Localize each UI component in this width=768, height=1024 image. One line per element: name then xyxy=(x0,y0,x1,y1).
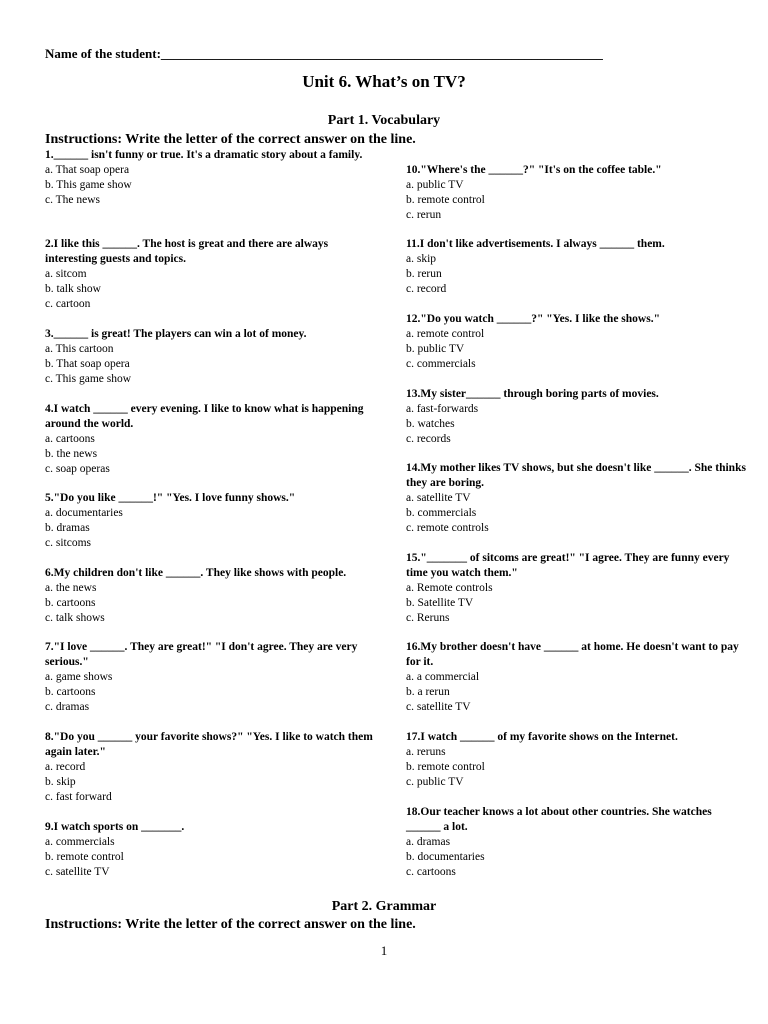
question-stem: 4.I watch ______ every evening. I like to know what is happening around the world. xyxy=(45,403,364,430)
question-stem: 9.I watch sports on _______. xyxy=(45,821,185,833)
question-stem: 2.I like this ______. The host is great and there are always interesting guests and topics. xyxy=(45,238,329,265)
question-stem: 11.I don't like advertisements. I always ______ them. xyxy=(406,238,665,250)
question-17 xyxy=(406,730,746,790)
question-stem: 14.My mother likes TV shows, but she doesn't like ______. She thinks they are boring. xyxy=(406,462,746,489)
option-a: a. sitcom xyxy=(45,268,87,280)
option-a: a. cartoons xyxy=(45,433,95,445)
question-14 xyxy=(406,461,746,536)
option-b: b. rerun xyxy=(406,268,442,280)
option-a: a. public TV xyxy=(406,179,464,191)
option-b: b. This game show xyxy=(45,179,132,191)
question-13 xyxy=(406,387,746,447)
option-c: c. This game show xyxy=(45,373,132,385)
option-a: a. record xyxy=(45,761,86,773)
question-1 xyxy=(45,148,380,208)
option-a: a. dramas xyxy=(406,836,451,848)
question-stem: 18.Our teacher knows a lot about other countries. She watches ______ a lot. xyxy=(406,806,712,833)
question-5 xyxy=(45,491,380,551)
option-a: a. documentaries xyxy=(45,507,123,519)
question-stem: 15."_______ of sitcoms are great!" "I agree. They are funny every time you watch them." xyxy=(406,552,730,579)
part2-title: Part 2. Grammar xyxy=(331,899,437,914)
question-2 xyxy=(45,237,380,312)
option-c: c. satellite TV xyxy=(45,866,110,878)
part2-instructions: Instructions: Write the letter of the correct answer on the line. xyxy=(45,917,416,932)
option-b: b. remote control xyxy=(406,761,485,773)
option-a: a. commercials xyxy=(45,836,115,848)
option-c: c. cartoon xyxy=(45,298,91,310)
option-a: a. a commercial xyxy=(406,671,480,683)
question-stem: 7."I love ______. They are great!" "I don't agree. They are very serious." xyxy=(45,641,358,668)
question-stem: 3.______ is great! The players can win a lot of money. xyxy=(45,328,307,340)
question-stem: 6.My children don't like ______. They like shows with people. xyxy=(45,567,347,579)
question-16 xyxy=(406,640,746,715)
option-c: c. Reruns xyxy=(406,612,450,624)
option-c: c. soap operas xyxy=(45,463,110,475)
question-15 xyxy=(406,551,746,626)
question-7 xyxy=(45,640,380,715)
option-c: c. fast forward xyxy=(45,791,112,803)
question-3 xyxy=(45,327,380,387)
option-b: b. the news xyxy=(45,448,98,460)
option-c: c. record xyxy=(406,283,447,295)
option-c: c. commercials xyxy=(406,358,476,370)
option-b: b. documentaries xyxy=(406,851,485,863)
option-b: b. public TV xyxy=(406,343,465,355)
option-b: b. cartoons xyxy=(45,597,96,609)
option-a: a. Remote controls xyxy=(406,582,493,594)
option-a: a. That soap opera xyxy=(45,164,130,176)
question-stem: 8."Do you ______ your favorite shows?" "Yes. I like to watch them again later." xyxy=(45,731,373,758)
option-b: b. dramas xyxy=(45,522,90,534)
unit-title: Unit 6. What’s on TV? xyxy=(302,72,466,91)
option-c: c. remote controls xyxy=(406,522,489,534)
question-stem: 16.My brother doesn't have ______ at home. He doesn't want to pay for it. xyxy=(406,641,739,668)
option-b: b. remote control xyxy=(406,194,485,206)
option-b: b. skip xyxy=(45,776,76,788)
option-c: c. satellite TV xyxy=(406,701,471,713)
option-a: a. remote control xyxy=(406,328,485,340)
option-b: b. a rerun xyxy=(406,686,450,698)
question-18 xyxy=(406,805,746,880)
question-6 xyxy=(45,566,380,626)
part1-instructions: Instructions: Write the letter of the correct answer on the line. xyxy=(45,132,416,147)
option-c: c. public TV xyxy=(406,776,464,788)
option-b: b. watches xyxy=(406,418,455,430)
option-b: b. remote control xyxy=(45,851,124,863)
option-b: b. commercials xyxy=(406,507,477,519)
option-c: c. rerun xyxy=(406,209,442,221)
option-a: a. fast-forwards xyxy=(406,403,479,415)
question-stem: 17.I watch ______ of my favorite shows on the Internet. xyxy=(406,731,678,743)
page-number: 1 xyxy=(380,943,388,958)
option-b: b. cartoons xyxy=(45,686,96,698)
option-a: a. the news xyxy=(45,582,97,594)
question-stem: 12."Do you watch ______?" "Yes. I like the shows." xyxy=(406,313,660,325)
part1-title: Part 1. Vocabulary xyxy=(327,113,441,128)
option-a: a. satellite TV xyxy=(406,492,471,504)
option-c: c. talk shows xyxy=(45,612,105,624)
question-12 xyxy=(406,312,746,372)
question-stem: 13.My sister______ through boring parts of movies. xyxy=(406,388,659,400)
option-b: b. Satellite TV xyxy=(406,597,474,609)
question-stem: 1.______ isn't funny or true. It's a dramatic story about a family. xyxy=(45,149,363,161)
option-a: a. game shows xyxy=(45,671,113,683)
option-b: b. That soap opera xyxy=(45,358,130,370)
question-4 xyxy=(45,402,380,477)
question-10 xyxy=(406,163,746,223)
option-a: a. This cartoon xyxy=(45,343,114,355)
option-c: c. sitcoms xyxy=(45,537,91,549)
option-c: c. records xyxy=(406,433,451,445)
option-a: a. reruns xyxy=(406,746,446,758)
question-stem: 10."Where's the ______?" "It's on the coffee table." xyxy=(406,164,662,176)
question-stem: 5."Do you like ______!" "Yes. I love funny shows." xyxy=(45,492,296,504)
question-11 xyxy=(406,237,746,297)
option-a: a. skip xyxy=(406,253,437,265)
option-c: c. The news xyxy=(45,194,101,206)
student-name-line: Name of the student:____________________________________________________________________ xyxy=(45,46,603,61)
question-8 xyxy=(45,730,380,805)
option-b: b. talk show xyxy=(45,283,101,295)
question-9 xyxy=(45,820,380,880)
option-c: c. cartoons xyxy=(406,866,456,878)
option-c: c. dramas xyxy=(45,701,90,713)
